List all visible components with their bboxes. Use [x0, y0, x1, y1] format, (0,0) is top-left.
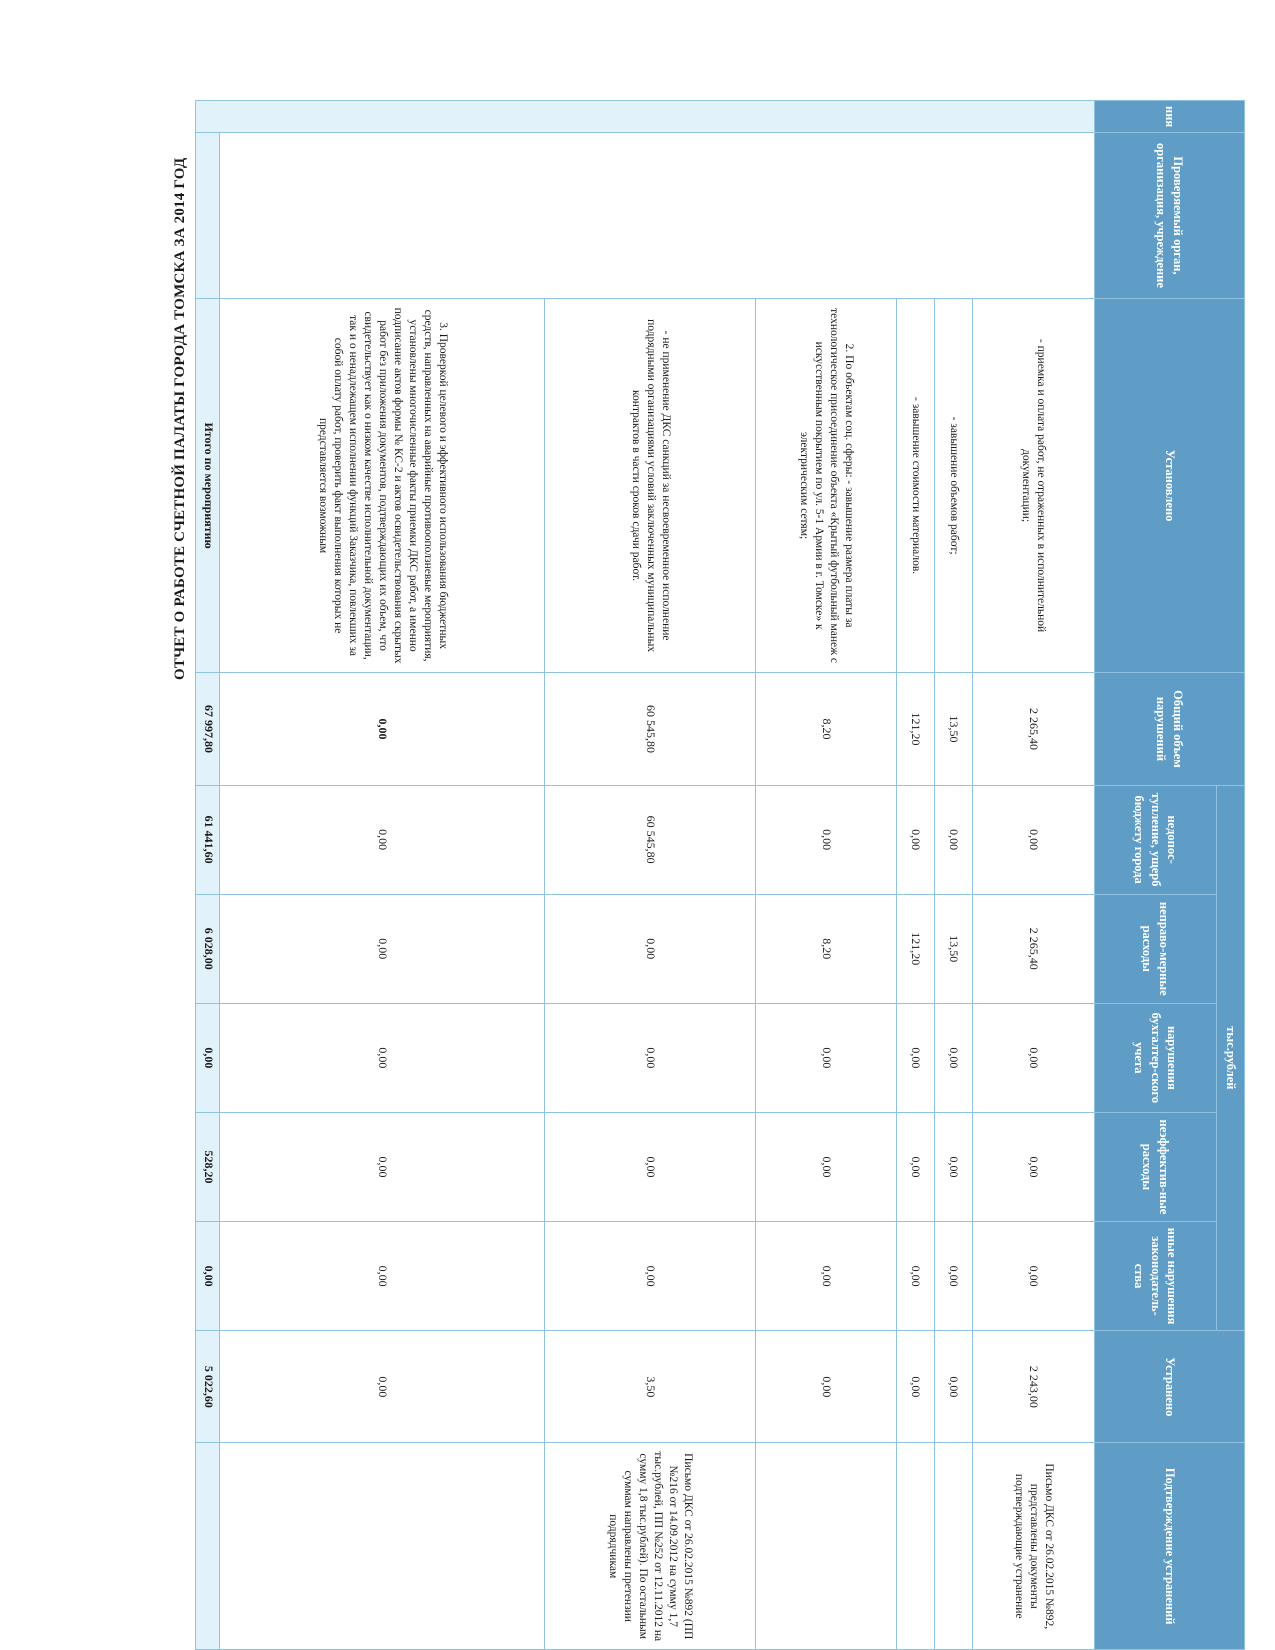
- established-cell: - завышение стоимости материалов.: [896, 298, 934, 672]
- total-org-cell: [196, 133, 221, 299]
- confirmation-cell: Письмо ДКС от 26.02.2015 №892, представлены документы подтверждающие устранение: [972, 1443, 1094, 1650]
- other-cell: 0,00: [545, 1222, 756, 1331]
- total-other: 0,00: [196, 1222, 221, 1331]
- accounting-cell: 0,00: [220, 1003, 545, 1112]
- header-accounting: нарушения бухгалтер-ского учета: [1095, 1003, 1217, 1112]
- fixed-cell: 0,00: [756, 1331, 897, 1443]
- confirmation-cell: [756, 1443, 897, 1650]
- other-cell: 0,00: [972, 1222, 1094, 1331]
- shortfall-cell: 0,00: [756, 785, 897, 894]
- shortfall-cell: 0,00: [934, 785, 972, 894]
- accounting-cell: 0,00: [896, 1003, 934, 1112]
- confirmation-cell: [220, 1443, 545, 1650]
- table-row: [972, 101, 1094, 1650]
- header-established: Установлено: [1095, 298, 1245, 672]
- shortfall-cell: 0,00: [220, 785, 545, 894]
- header-other: иные нарушения законодатель-ства: [1095, 1222, 1217, 1331]
- total-confirmation-cell: [196, 1443, 221, 1650]
- improper-cell: 121,20: [896, 894, 934, 1003]
- report-table-container: [195, 100, 1245, 1650]
- total-accounting: 0,00: [196, 1003, 221, 1112]
- table-row: [896, 101, 934, 1650]
- ineffective-cell: 0,00: [220, 1112, 545, 1221]
- other-cell: 0,00: [934, 1222, 972, 1331]
- table-row: [934, 101, 972, 1650]
- page-title: ОТЧЕТ О РАБОТЕ СЧЕТНОЙ ПАЛАТЫ ГОРОДА ТОМСКА ЗА 2014 ГОД: [172, 157, 188, 680]
- total-fixed: 5 022,60: [196, 1331, 221, 1443]
- header-shortfall: недопос-тупление, ущерб бюджету города: [1095, 785, 1217, 894]
- ineffective-cell: 0,00: [972, 1112, 1094, 1221]
- improper-cell: 2 265,40: [972, 894, 1094, 1003]
- improper-cell: 8,20: [756, 894, 897, 1003]
- table-row: [220, 101, 545, 1650]
- total-cell: 13,50: [934, 673, 972, 785]
- accounting-cell: 0,00: [756, 1003, 897, 1112]
- established-cell: - завышение объемов работ;: [934, 298, 972, 672]
- header-fixed: Устранено: [1095, 1331, 1245, 1443]
- header-total-volume: Общий объем нарушений: [1095, 673, 1245, 785]
- edge-cell: [196, 101, 1095, 133]
- total-cell: 60 545,80: [545, 673, 756, 785]
- ineffective-cell: 0,00: [756, 1112, 897, 1221]
- header-confirmation: Подтверждение устранений: [1095, 1443, 1245, 1650]
- total-volume: 67 997,80: [196, 673, 221, 785]
- other-cell: 0,00: [220, 1222, 545, 1331]
- shortfall-cell: 0,00: [972, 785, 1094, 894]
- org-cell: [220, 133, 1095, 299]
- established-cell: 2. По объектам соц. сферы: - завышение размера платы за технологическое присоединение объекта «Крытый футбольный манеж с искусственным покрытием по ул. 5-1 Армии в г. Томске» к электрическим сетям;: [756, 298, 897, 672]
- accounting-cell: 0,00: [545, 1003, 756, 1112]
- total-cell: 2 265,40: [972, 673, 1094, 785]
- total-cell: 121,20: [896, 673, 934, 785]
- fixed-cell: 2 243,00: [972, 1331, 1094, 1443]
- violations-table: [195, 100, 1245, 1650]
- header-improper: неправо-мерные расходы: [1095, 894, 1217, 1003]
- total-ineffective: 528,20: [196, 1112, 221, 1221]
- improper-cell: 0,00: [545, 894, 756, 1003]
- ineffective-cell: 0,00: [934, 1112, 972, 1221]
- ineffective-cell: 0,00: [896, 1112, 934, 1221]
- total-cell: 0,00: [220, 673, 545, 785]
- improper-cell: 13,50: [934, 894, 972, 1003]
- confirmation-cell: [934, 1443, 972, 1650]
- total-cell: 8,20: [756, 673, 897, 785]
- total-shortfall: 61 441,60: [196, 785, 221, 894]
- confirmation-cell: [896, 1443, 934, 1650]
- shortfall-cell: 60 545,80: [545, 785, 756, 894]
- total-improper: 6 028,00: [196, 894, 221, 1003]
- fixed-cell: 0,00: [220, 1331, 545, 1443]
- fixed-cell: 0,00: [934, 1331, 972, 1443]
- established-cell: 3. Проверкой целевого и эффективного использования бюджетных средств, направленных на аварийные противооползневые мероприятия, установлены многочисленные факты приемки ДКС работ, а именно подписание актов формы № КС-2 и актов освидетельствования скрытых работ без приложения документов, подтверждающих их объем, что свидетельствует как о низком качестве исполнительной документации, так и о ненадлежащем исполнении функций Заказчика, повлекших за собой оплату работ, проверить факт выполнения которых не представляется возможным: [220, 298, 545, 672]
- ineffective-cell: 0,00: [545, 1112, 756, 1221]
- header-edge: ния: [1095, 101, 1245, 133]
- established-cell: - приемка и оплата работ, не отраженных в исполнительной документации;: [972, 298, 1094, 672]
- shortfall-cell: 0,00: [896, 785, 934, 894]
- fixed-cell: 0,00: [896, 1331, 934, 1443]
- total-row: [196, 101, 221, 1650]
- header-ineffective: неэффектив-ные расходы: [1095, 1112, 1217, 1221]
- accounting-cell: 0,00: [934, 1003, 972, 1112]
- total-label: Итого по мероприятию: [196, 298, 221, 672]
- other-cell: 0,00: [896, 1222, 934, 1331]
- header-org: Проверяемый орган, организация, учреждение: [1095, 133, 1245, 299]
- improper-cell: 0,00: [220, 894, 545, 1003]
- other-cell: 0,00: [756, 1222, 897, 1331]
- established-cell: - не применение ДКС санкций за несвоевременное исполнение подрядными организациями условий заключенных муниципальных контрактов в части сроков сдачи работ.: [545, 298, 756, 672]
- table-row: [756, 101, 897, 1650]
- confirmation-cell: Письмо ДКС от 26.02.2015 №892 (ПП №216 от 14.09.2012 на сумму 1,7 тыс.рублей, ПП №252 от 12.11.2012 на сумму 1,8 тыс.рублей). По остальным суммам направлены претензии подрядчикам: [545, 1443, 756, 1650]
- fixed-cell: 3,50: [545, 1331, 756, 1443]
- accounting-cell: 0,00: [972, 1003, 1094, 1112]
- table-row: [545, 101, 756, 1650]
- header-units: тыс.рублей: [1217, 785, 1245, 1331]
